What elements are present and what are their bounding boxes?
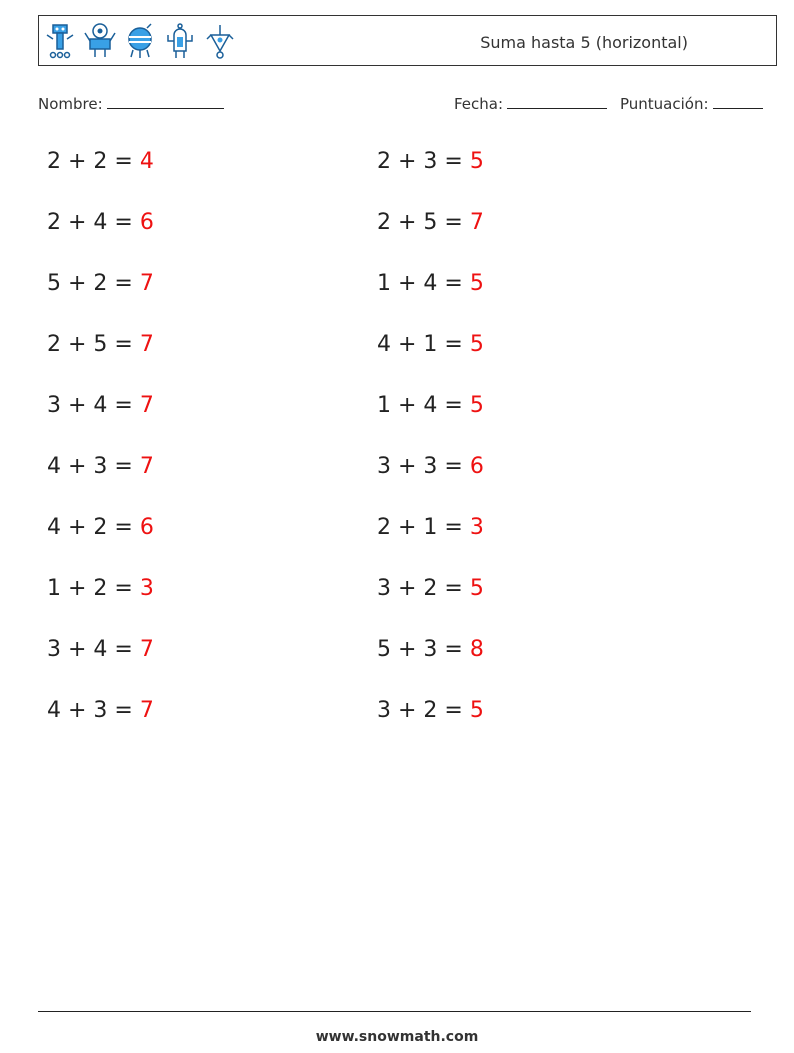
problem-answer: 7	[469, 210, 484, 235]
problem-answer: 7	[139, 637, 154, 662]
score-line[interactable]	[713, 94, 763, 109]
date-field	[454, 94, 607, 113]
problem-answer: 6	[469, 454, 484, 479]
problem-answer: 7	[139, 393, 154, 418]
problem-answer: 5	[469, 698, 484, 723]
problem-expression: 1 + 2 =	[47, 576, 140, 601]
problem-answer: 6	[139, 210, 154, 235]
score-field	[620, 94, 763, 113]
problem-row	[377, 210, 484, 235]
problem-row	[47, 210, 154, 235]
problem-expression: 5 + 2 =	[47, 271, 140, 296]
problem-row	[47, 637, 154, 662]
problem-answer: 8	[469, 637, 484, 662]
problem-expression: 3 + 3 =	[377, 454, 470, 479]
problem-row	[47, 393, 154, 418]
problem-answer: 5	[469, 271, 484, 296]
problem-expression: 2 + 4 =	[47, 210, 140, 235]
robot-icon	[83, 21, 117, 63]
problem-expression: 5 + 3 =	[377, 637, 470, 662]
problem-row	[377, 454, 484, 479]
problem-row	[47, 271, 154, 296]
problem-answer: 6	[139, 515, 154, 540]
problem-answer: 7	[139, 454, 154, 479]
problem-row	[377, 637, 484, 662]
problem-answer: 5	[469, 576, 484, 601]
footer-divider	[38, 1011, 751, 1012]
problem-expression: 2 + 1 =	[377, 515, 470, 540]
problem-row	[47, 515, 154, 540]
footer-website: www.snowmath.com	[315, 1029, 479, 1045]
problem-expression: 2 + 2 =	[47, 149, 140, 174]
problem-answer: 3	[469, 515, 484, 540]
problem-row	[377, 332, 484, 357]
problem-row	[377, 515, 484, 540]
problem-expression: 4 + 2 =	[47, 515, 140, 540]
problem-row	[377, 576, 484, 601]
date-label: Fecha:	[454, 95, 504, 113]
problem-answer: 7	[139, 271, 154, 296]
header-box	[38, 15, 777, 66]
problem-row	[47, 332, 154, 357]
date-line[interactable]	[507, 94, 607, 109]
problem-answer: 4	[139, 149, 154, 174]
problem-row	[377, 393, 484, 418]
problem-row	[377, 149, 484, 174]
name-field	[38, 94, 224, 113]
problem-answer: 7	[139, 698, 154, 723]
problem-expression: 2 + 3 =	[377, 149, 470, 174]
problem-expression: 3 + 2 =	[377, 576, 470, 601]
problem-expression: 3 + 4 =	[47, 637, 140, 662]
robot-icon	[43, 21, 77, 63]
problem-expression: 2 + 5 =	[377, 210, 470, 235]
problem-row	[47, 698, 154, 723]
problem-row	[47, 454, 154, 479]
name-label: Nombre:	[38, 95, 103, 113]
problem-expression: 4 + 3 =	[47, 454, 140, 479]
name-line[interactable]	[107, 94, 224, 109]
problem-row	[377, 698, 484, 723]
worksheet-title: Suma hasta 5 (horizontal)	[480, 33, 688, 52]
problem-expression: 4 + 1 =	[377, 332, 470, 357]
score-label: Puntuación:	[620, 95, 709, 113]
robot-icon	[163, 21, 197, 63]
problem-answer: 5	[469, 149, 484, 174]
problem-expression: 4 + 3 =	[47, 698, 140, 723]
problem-row	[377, 271, 484, 296]
problem-answer: 5	[469, 332, 484, 357]
problem-expression: 3 + 2 =	[377, 698, 470, 723]
problem-answer: 7	[139, 332, 154, 357]
robot-icon	[123, 21, 157, 63]
problem-expression: 2 + 5 =	[47, 332, 140, 357]
problem-answer: 3	[139, 576, 154, 601]
problem-expression: 3 + 4 =	[47, 393, 140, 418]
problem-row	[47, 576, 154, 601]
problem-answer: 5	[469, 393, 484, 418]
robot-icons	[43, 21, 237, 63]
problem-row	[47, 149, 154, 174]
robot-icon	[203, 21, 237, 63]
problem-expression: 1 + 4 =	[377, 271, 470, 296]
problem-expression: 1 + 4 =	[377, 393, 470, 418]
